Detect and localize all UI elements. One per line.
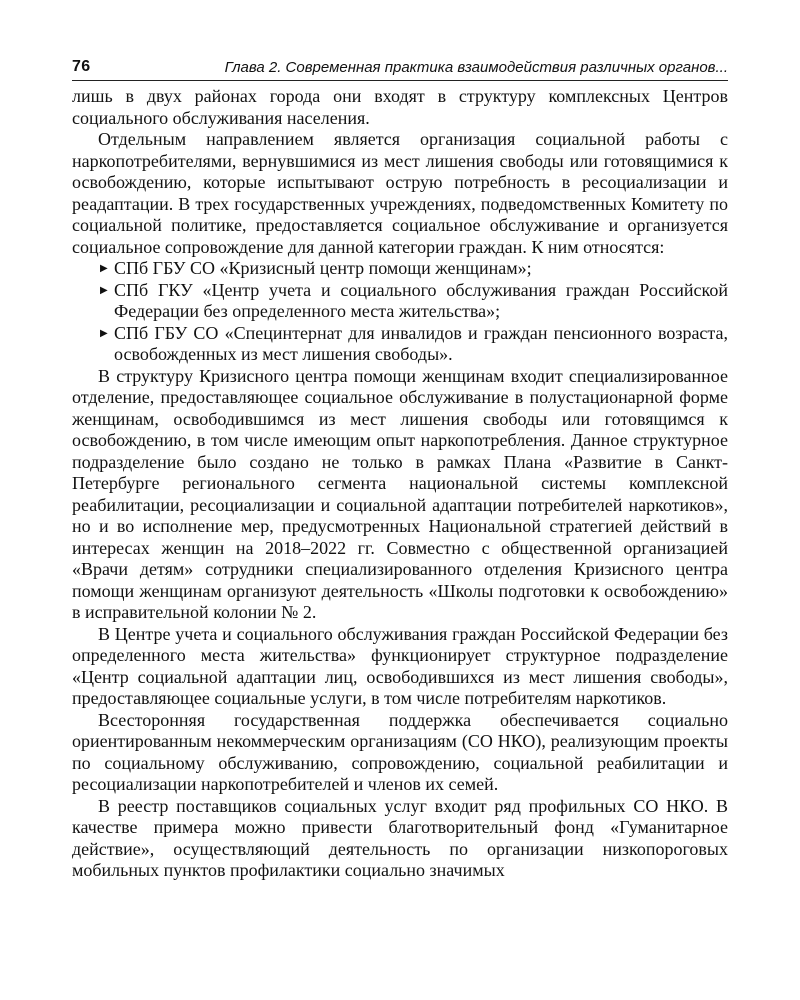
paragraph: В структуру Кризисного центра помощи женщинам входит специализированное отделение, предоставляющее социальное обслуживание в полустационарной форме женщинам, освободившимся из мест лишения свободы или готовящимся к освобождению, в том числе имеющим опыт наркопотребления. Данное структурное подразделение было создано не только в рамках Плана «Развитие в Санкт-Петербурге регионального сегмента национальной системы комплексной реабилитации, ресоциализации и социальной адаптации потребителей наркотиков», но и во исполнение мер, предусмотренных Национальной стратегией действий в интересах женщин на 2018–2022 гг. Совместно с общественной организацией «Врачи детям» сотрудники специализированного отделения Кризисного центра помощи женщинам организуют деятельность «Школы подготовки к освобождению» в исправительной колонии № 2. xyxy=(72,365,728,622)
list-item-text: СПб ГБУ СО «Специнтернат для инвалидов и граждан пенсионного возраста, освобожденных из мест лишения свободы». xyxy=(114,322,728,364)
paragraph: В Центре учета и социального обслуживания граждан Российской Федерации без определенного места жительства» функционирует структурное подразделение «Центр социальной адаптации лиц, освободившихся из мест лишения свободы», предоставляющее социальные услуги, в том числе потребителям наркотиков. xyxy=(72,623,728,708)
paragraph: Всесторонняя государственная поддержка обеспечивается социально ориентированным некоммерческим организациям (СО НКО), реализующим проекты по социальному обслуживанию, сопровождению, социальной реабилитации и ресоциализации наркопотребителей и членов их семей. xyxy=(72,709,728,794)
page-header xyxy=(72,56,728,81)
paragraph: Отдельным направлением является организация социальной работы с наркопотребителями, вернувшимися из мест лишения свободы или готовящимися к освобождению, которые испытывают острую потребность в ресоциализации и реадаптации. В трех государственных учреждениях, подведомственных Комитету по социальной политике, предоставляется социальное обслуживание и организуется социальное сопровождение для данной категории граждан. К ним относятся: xyxy=(72,129,728,257)
page-body xyxy=(72,86,728,882)
list-item-text: СПб ГКУ «Центр учета и социального обслуживания граждан Российской Федерации без определенного места жительства»; xyxy=(114,279,728,321)
paragraph-continued: лишь в двух районах города они входят в структуру комплексных Центров социального обслуживания населения. xyxy=(72,86,728,128)
triangle-right-icon: ▶ xyxy=(100,263,108,274)
triangle-right-icon: ▶ xyxy=(100,284,108,296)
list-item-text: СПб ГБУ СО «Кризисный центр помощи женщинам»; xyxy=(114,258,532,278)
list-item xyxy=(72,280,728,323)
list-item xyxy=(72,323,728,366)
page-number: 76 xyxy=(72,58,91,75)
triangle-right-icon: ▶ xyxy=(100,327,108,339)
institution-list xyxy=(72,258,728,366)
paragraph: В реестр поставщиков социальных услуг входит ряд профильных СО НКО. В качестве примера можно привести благотворительный фонд «Гуманитарное действие», осуществляющий деятельность по организации низкопороговых мобильных пунктов профилактики социально значимых xyxy=(72,795,728,880)
list-item xyxy=(72,258,728,280)
running-title: Глава 2. Современная практика взаимодействия различных органов... xyxy=(224,59,728,76)
